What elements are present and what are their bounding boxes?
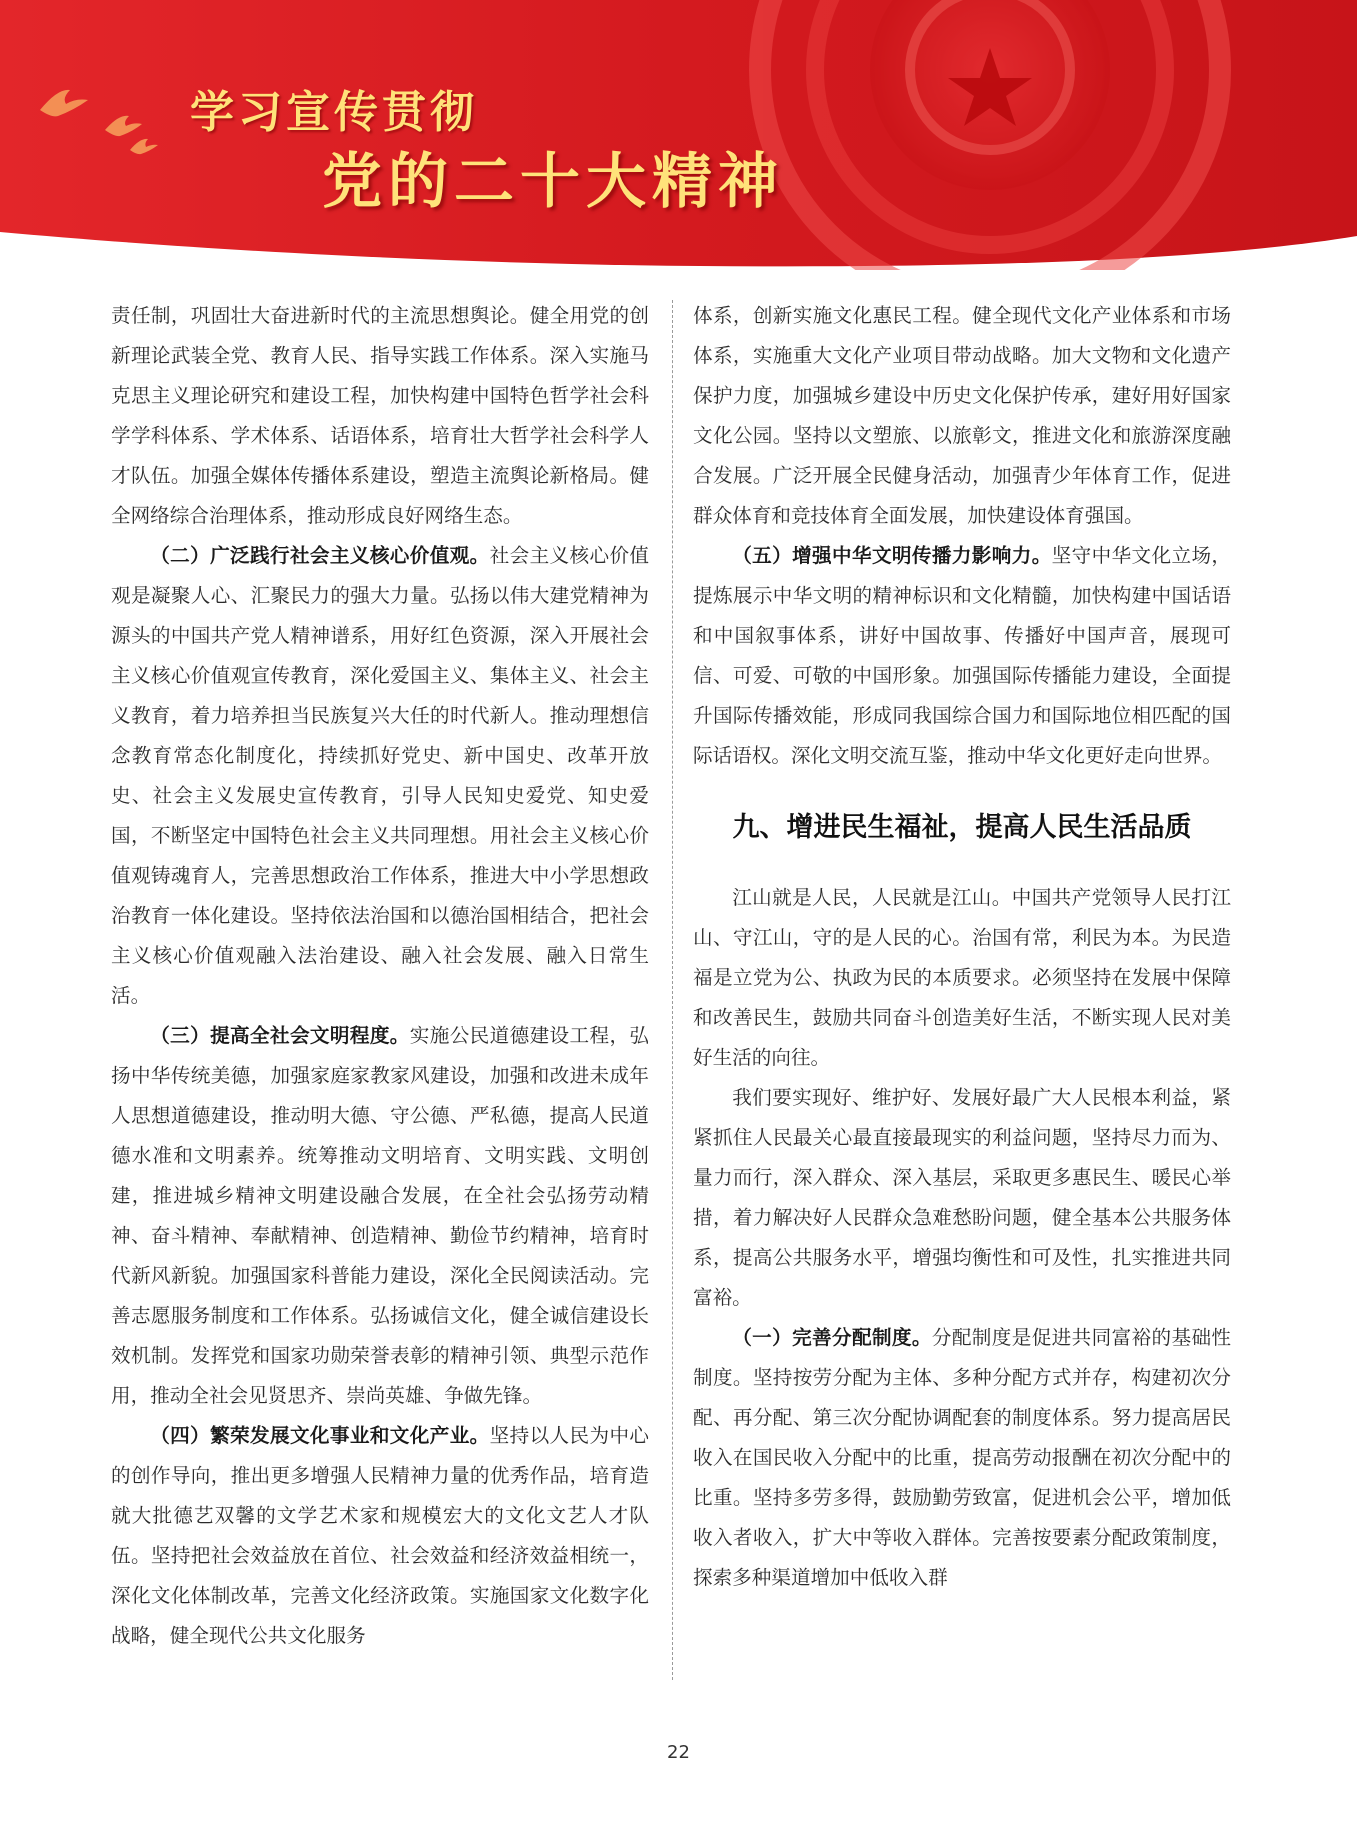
header-banner (0, 0, 1357, 270)
paragraph-body: 实施公民道德建设工程，弘扬中华传统美德，加强家庭家教家风建设，加强和改进未成年人思想道德建设，推动明大德、守公德、严私德，提高人民道德水准和文明素养。统筹推动文明培育、文明实践、文明创建，推进城乡精神文明建设融合发展，在全社会弘扬劳动精神、奋斗精神、奉献精神、创造精神、勤俭节约精神，培育时代新风新貌。加强国家科普能力建设，深化全民阅读活动。完善志愿服务制度和工作体系。弘扬诚信文化，健全诚信建设长效机制。发挥党和国家功勋荣誉表彰的精神引领、典型示范作用，推动全社会见贤思齐、崇尚英雄、争做先锋。 (111, 1024, 650, 1407)
left-column (111, 296, 649, 1656)
paragraph-body: 社会主义核心价值观是凝聚人心、汇聚民力的强大力量。弘扬以伟大建党精神为源头的中国共产党人精神谱系，用好红色资源，深入开展社会主义核心价值观宣传教育，深化爱国主义、集体主义、社会主义教育，着力培养担当民族复兴大任的时代新人。推动理想信念教育常态化制度化，持续抓好党史、新中国史、改革开放史、社会主义发展史宣传教育，引导人民知史爱党、知史爱国，不断坚定中国特色社会主义共同理想。用社会主义核心价值观铸魂育人，完善思想政治工作体系，推进大中小学思想政治教育一体化建设。坚持依法治国和以德治国相结合，把社会主义核心价值观融入法治建设、融入社会发展、融入日常生活。 (111, 544, 650, 1007)
paragraph-lead: （四）繁荣发展文化事业和文化产业。 (150, 1424, 490, 1447)
paragraph (111, 536, 649, 1016)
paragraph (111, 1416, 649, 1656)
paragraph-body: 分配制度是促进共同富裕的基础性制度。坚持按劳分配为主体、多种分配方式并存，构建初次分配、再分配、第三次分配协调配套的制度体系。努力提高居民收入在国民收入分配中的比重，提高劳动报酬在初次分配中的比重。坚持多劳多得，鼓励勤劳致富，促进机会公平，增加低收入者收入，扩大中等收入群体。完善按要素分配政策制度，探索多种渠道增加中低收入群 (693, 1326, 1232, 1589)
paragraph-body: 坚持以人民为中心的创作导向，推出更多增强人民精神力量的优秀作品，培育造就大批德艺双馨的文学艺术家和规模宏大的文化文艺人才队伍。坚持把社会效益放在首位、社会效益和经济效益相统一，深化文化体制改革，完善文化经济政策。实施国家文化数字化战略，健全现代公共文化服务 (111, 1424, 650, 1647)
section-heading: 九、增进民生福祉，提高人民生活品质 (732, 812, 1192, 843)
paragraph: 我们要实现好、维护好、发展好最广大人民根本利益，紧紧抓住人民最关心最直接最现实的利益问题，坚持尽力而为、量力而行，深入群众、深入基层，采取更多惠民生、暖民心举措，着力解决好人民群众急难愁盼问题，健全基本公共服务体系，提高公共服务水平，增强均衡性和可及性，扎实推进共同富裕。 (693, 1086, 1231, 1309)
paragraph-lead: （一）完善分配制度。 (732, 1326, 932, 1349)
column-divider (672, 300, 673, 1680)
paragraph-lead: （五）增强中华文明传播力影响力。 (732, 544, 1052, 567)
paragraph-lead: （二）广泛践行社会主义核心价值观。 (150, 544, 490, 567)
paragraph-body: 坚守中华文化立场，提炼展示中华文明的精神标识和文化精髓，加快构建中国话语和中国叙事体系，讲好中国故事、传播好中国声音，展现可信、可爱、可敬的中国形象。加强国际传播能力建设，全面提升国际传播效能，形成同我国综合国力和国际地位相匹配的国际话语权。深化文明交流互鉴，推动中华文化更好走向世界。 (693, 544, 1232, 767)
right-column (693, 296, 1231, 1598)
paragraph-lead: （三）提高全社会文明程度。 (150, 1024, 410, 1047)
paragraph: 体系，创新实施文化惠民工程。健全现代文化产业体系和市场体系，实施重大文化产业项目带动战略。加大文物和文化遗产保护力度，加强城乡建设中历史文化保护传承，建好用好国家文化公园。坚持以文塑旅、以旅彰文，推进文化和旅游深度融合发展。广泛开展全民健身活动，加强青少年体育工作，促进群众体育和竞技体育全面发展，加快建设体育强国。 (693, 304, 1231, 527)
paragraph: 责任制，巩固壮大奋进新时代的主流思想舆论。健全用党的创新理论武装全党、教育人民、指导实践工作体系。深入实施马克思主义理论研究和建设工程，加快构建中国特色哲学社会科学学科体系、学术体系、话语体系，培育壮大哲学社会科学人才队伍。加强全媒体传播体系建设，塑造主流舆论新格局。健全网络综合治理体系，推动形成良好网络生态。 (111, 304, 649, 527)
page-number: 22 (667, 1742, 690, 1763)
banner-title-line1: 学习宣传贯彻 (190, 87, 478, 138)
paragraph (693, 1318, 1231, 1598)
paragraph (693, 536, 1231, 776)
paragraph: 江山就是人民，人民就是江山。中国共产党领导人民打江山、守江山，守的是人民的心。治国有常，利民为本。为民造福是立党为公、执政为民的本质要求。必须坚持在发展中保障和改善民生，鼓励共同奋斗创造美好生活，不断实现人民对美好生活的向往。 (693, 886, 1231, 1069)
banner-title-line2: 党的二十大精神 (322, 147, 784, 217)
paragraph (111, 1016, 649, 1416)
